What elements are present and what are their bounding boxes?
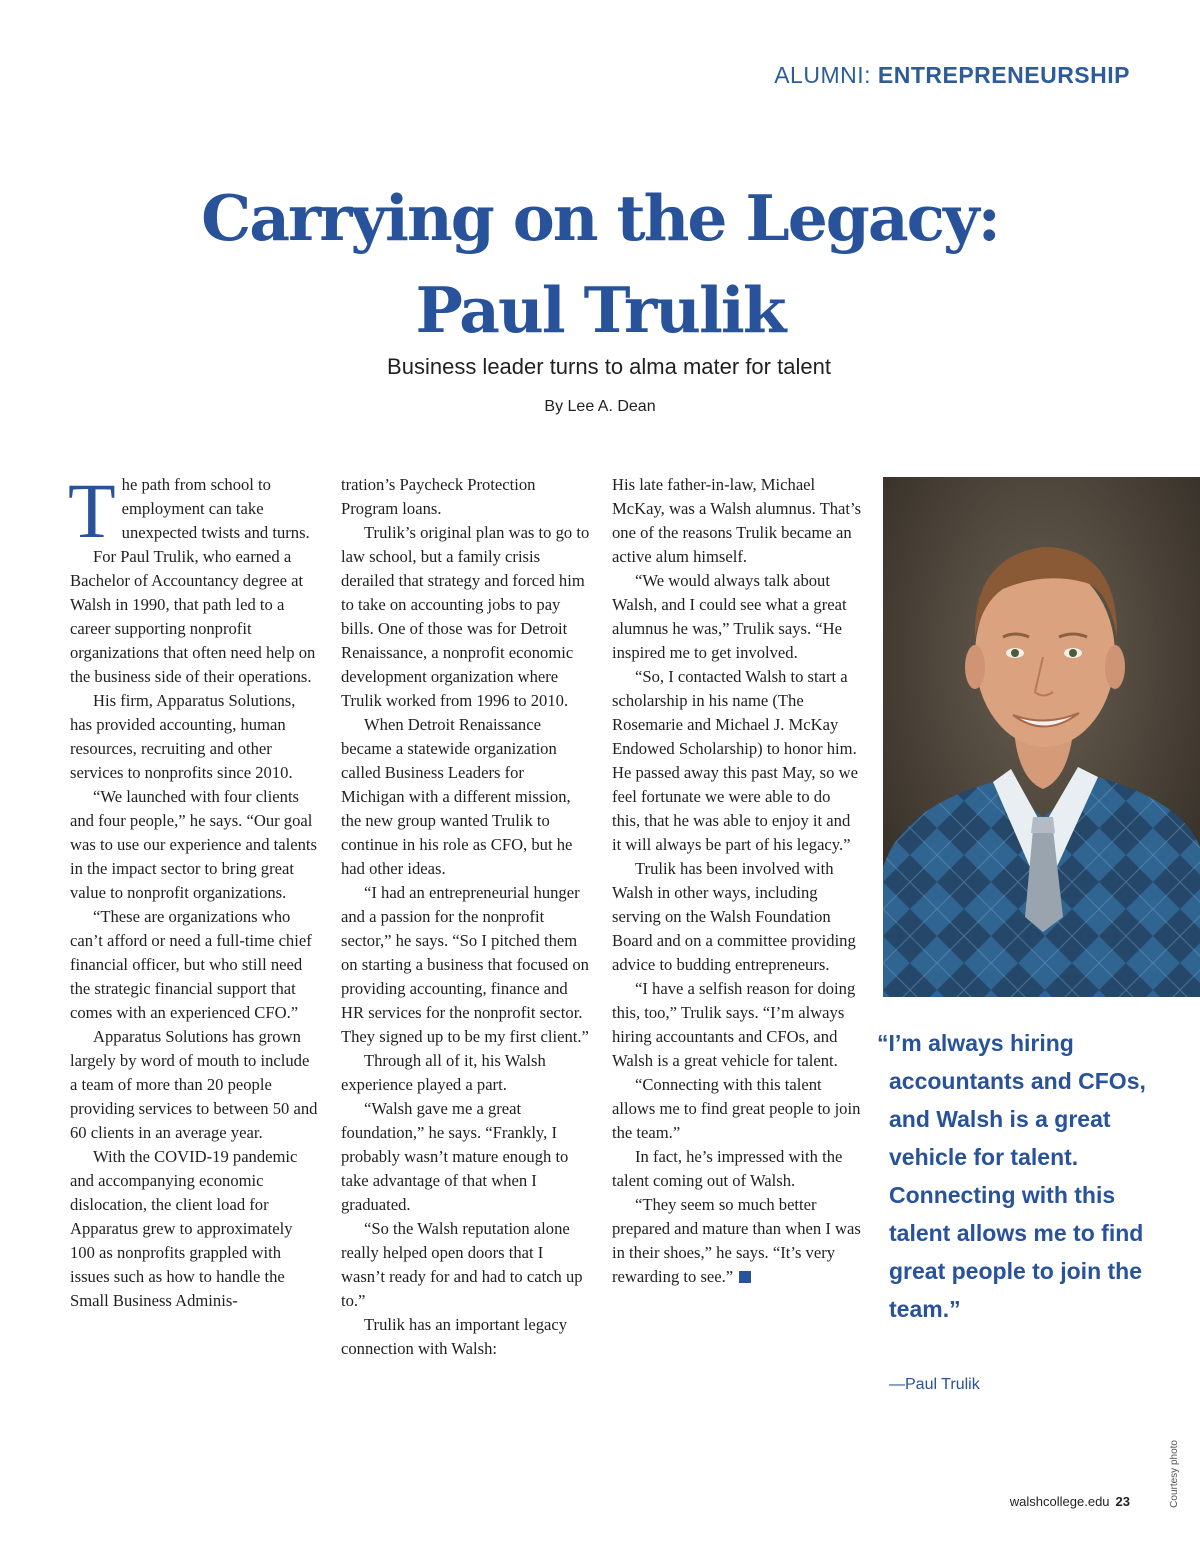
- paragraph: “We launched with four clients and four people,” he says. “Our goal was to use our experience and talents in the impact sector to bring great value to nonprofit organizations.: [70, 787, 317, 902]
- end-mark-icon: [739, 1271, 751, 1283]
- paragraph: In fact, he’s impressed with the talent coming out of Walsh.: [612, 1147, 843, 1190]
- paragraph: “Walsh gave me a great foundation,” he says. “Frankly, I probably wasn’t mature enough to take advantage of that when I graduated.: [341, 1099, 569, 1214]
- paragraph: Trulik’s original plan was to go to law school, but a family crisis derailed that strategy and forced him to take on accounting jobs to pay bills. One of those was for Detroit Renaissance, a nonprofit economic development organization where Trulik worked from 1996 to 2010.: [341, 523, 590, 710]
- section-label: [774, 62, 1130, 89]
- footer-url: walshcollege.edu: [1009, 1494, 1110, 1509]
- paragraph: Trulik has been involved with Walsh in other ways, including serving on the Walsh Foundation Board and on a committee providing advice to budding entrepreneurs.: [612, 859, 856, 974]
- portrait-photo: [883, 477, 1200, 997]
- drop-cap: T: [68, 467, 116, 554]
- paragraph: “Connecting with this talent allows me to find great people to join the team.”: [612, 1075, 861, 1142]
- article-title: [0, 172, 1200, 356]
- paragraph: His late father-in-law, Michael McKay, was a Walsh alumnus. That’s one of the reasons Trulik became an active alum himself.: [612, 475, 862, 566]
- paragraph: For Paul Trulik, who earned a Bachelor of Accountancy degree at Walsh in 1990, that path led to a career supporting nonprofit organizations that often need help on the business side of their operations.: [70, 547, 316, 686]
- paragraph: “I have a selfish reason for doing this, too,” Trulik says. “I’m always hiring accountants and CFOs, and Walsh is a great vehicle for talent.: [612, 979, 856, 1070]
- paragraph: His firm, Apparatus Solutions, has provided accounting, human resources, recruiting and other services to nonprofits since 2010.: [70, 691, 296, 782]
- paragraph: With the COVID-19 pandemic and accompanying economic dislocation, the client load for Apparatus grew to approximately 100 as nonprofits grappled with issues such as how to handle the Small Business Adminis-: [70, 1147, 298, 1310]
- paragraph-text: “They seem so much better prepared and mature than when I was in their shoes,” he says. “It’s very rewarding to see.”: [612, 1195, 861, 1286]
- byline: By Lee A. Dean: [544, 398, 656, 415]
- pull-quote: “I’m always hiring accountants and CFOs, and Walsh is a great vehicle for talent. Connecting with this talent allows me to find great people to join the team.”: [877, 1030, 1146, 1322]
- paragraph: Through all of it, his Walsh experience played a part.: [341, 1051, 546, 1094]
- paragraph: “We would always talk about Walsh, and I could see what a great alumnus he was,” Trulik says. “He inspired me to get involved.: [612, 571, 847, 662]
- article-subtitle: Business leader turns to alma mater for talent: [387, 354, 831, 379]
- section-name: ENTREPRENEURSHIP: [877, 62, 1130, 88]
- photo-credit-text: Courtesy photo: [1169, 1440, 1180, 1508]
- article-column-2: [341, 473, 591, 1361]
- paragraph: he path from school to employment can take unexpected twists and turns.: [121, 475, 310, 542]
- title-line-2: Paul Trulik: [415, 273, 785, 347]
- paragraph: Apparatus Solutions has grown largely by word of mouth to include a team of more than 20 people providing services to between 50 and 60 clients in an average year.: [70, 1027, 318, 1142]
- title-line-1: Carrying on the Legacy:: [201, 181, 999, 255]
- article-column-1: [68, 467, 320, 1313]
- page-footer: [1010, 1494, 1130, 1509]
- section-prefix: ALUMNI:: [774, 62, 871, 88]
- paragraph: Trulik has an important legacy connection with Walsh:: [341, 1315, 568, 1358]
- pull-quote-attribution: —Paul Trulik: [889, 1376, 980, 1393]
- portrait-illustration: [883, 477, 1200, 997]
- paragraph: “I had an entrepreneurial hunger and a passion for the nonprofit sector,” he says. “So I pitched them on starting a business that focused on providing accounting, finance and HR services for the nonprofit sector. They signed up to be my first client.”: [341, 883, 589, 1046]
- paragraph: “So, I contacted Walsh to start a scholarship in his name (The Rosemarie and Michael J. McKay Endowed Scholarship) to honor him. He passed away this past May, so we feel fortunate we were able to do this, that he was able to enjoy it and it will always be part of his legacy.”: [612, 667, 858, 854]
- paragraph: “So the Walsh reputation alone really helped open doors that I wasn’t ready for and had to catch up to.”: [341, 1219, 583, 1310]
- paragraph: When Detroit Renaissance became a statewide organization called Business Leaders for Michigan with a different mission, the new group wanted Trulik to continue in his role as CFO, but he had other ideas.: [341, 715, 573, 878]
- paragraph: tration’s Paycheck Protection Program loans.: [341, 475, 536, 518]
- paragraph-last: [612, 1193, 862, 1289]
- paragraph: “These are organizations who can’t afford or need a full-time chief financial officer, but who still need the strategic financial support that comes with an experienced CFO.”: [70, 907, 312, 1022]
- article-column-3: [612, 473, 862, 1289]
- page-number: 23: [1115, 1494, 1130, 1509]
